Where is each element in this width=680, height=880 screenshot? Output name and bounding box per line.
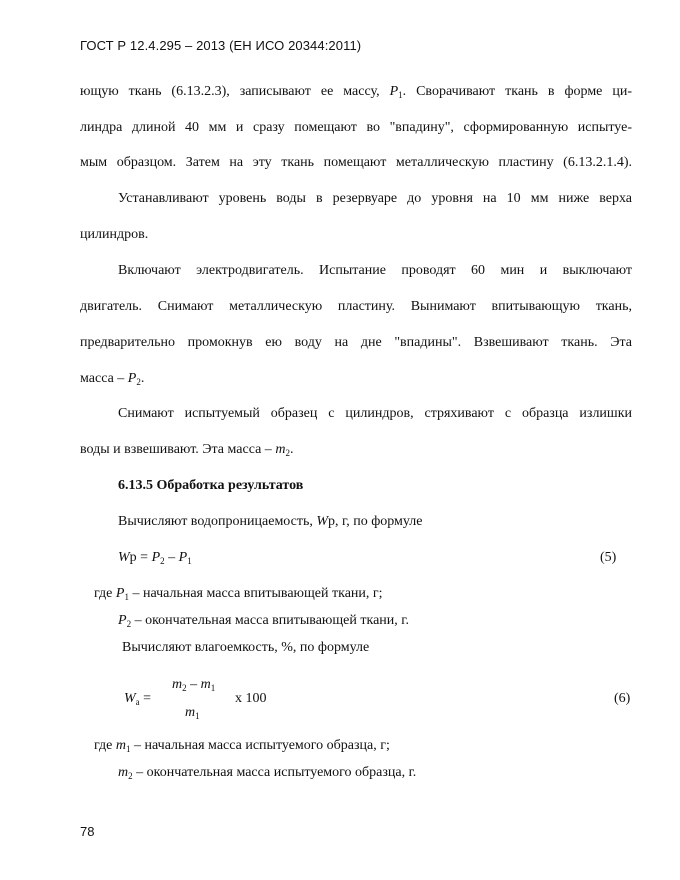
formula-6-lhs (124, 691, 151, 707)
variable: m (115, 738, 127, 753)
variable: P (127, 371, 137, 386)
text-run: р, г, по формуле (328, 514, 423, 529)
text-run: . Сворачивают ткань в форме ци- (402, 84, 633, 99)
subscript: 1 (126, 744, 131, 754)
subscript: 2 (126, 619, 132, 629)
variable: P (151, 550, 161, 565)
subscript: 1 (187, 556, 192, 566)
text-run: где (94, 738, 116, 753)
page-number: 78 (80, 824, 95, 839)
formula-intro (118, 514, 423, 530)
variable: m (118, 765, 129, 780)
text-run: воды и взвешивают. Эта масса – (80, 442, 276, 457)
text-run: масса – (80, 371, 128, 386)
subscript: 2 (285, 448, 290, 458)
paragraph-line: Устанавливают уровень воды в резервуаре до уровня на 10 мм ниже верха (118, 191, 632, 206)
subscript: 2 (160, 556, 165, 566)
multiplier: x 100 (235, 691, 267, 706)
paragraph-line (80, 84, 632, 100)
subscript: 1 (195, 711, 200, 721)
variable: P (389, 84, 399, 99)
document-header: ГОСТ Р 12.4.295 – 2013 (ЕН ИСО 20344:2011) (80, 38, 362, 53)
formula-number: (5) (600, 550, 617, 565)
variable: W (124, 691, 136, 706)
variable: P (178, 550, 188, 565)
text-run: – начальная масса испытуемого образца, г; (130, 738, 390, 753)
fraction-numerator (172, 677, 215, 693)
definition-line (118, 765, 416, 781)
paragraph-line: мым образцом. Затем на эту ткань помещают металлическую пластину (6.13.2.1.4). (80, 155, 632, 170)
variable: P (115, 586, 125, 601)
definition-line (94, 738, 390, 754)
text-run: . (289, 442, 294, 457)
paragraph-line: Включают электродвигатель. Испытание проводят 60 мин и выключают (118, 263, 632, 278)
text-run: Вычисляют водопроницаемость, (118, 514, 317, 529)
subscript: 1 (124, 592, 129, 602)
subscript: 2 (136, 377, 141, 387)
subscript: 1 (210, 683, 216, 693)
paragraph-line (80, 371, 144, 387)
text-run: где (94, 586, 116, 601)
definition-line (118, 613, 409, 629)
text-run: = (139, 691, 152, 706)
paragraph-line: линдра длиной 40 мм и сразу помещают во "впадину", сформированную испытуе- (80, 120, 632, 135)
variable: m (185, 705, 196, 720)
section-heading: 6.13.5 Обработка результатов (118, 478, 304, 493)
variable: m (275, 442, 286, 457)
subscript: 2 (182, 683, 187, 693)
paragraph-line (80, 442, 293, 458)
text-run: ющую ткань (6.13.2.3), записывают ее массу, (80, 84, 390, 99)
text-run: – (164, 550, 179, 565)
formula-intro: Вычисляют влагоемкость, %, по формуле (122, 640, 370, 655)
variable: W (118, 550, 130, 565)
subscript: a (135, 697, 140, 707)
variable: W (316, 514, 329, 529)
variable: m (200, 677, 211, 692)
definition-line (94, 586, 383, 602)
variable: m (172, 677, 183, 692)
paragraph-line: предварительно промокнув ею воду на дне "впадины". Взвешивают ткань. Эта (80, 335, 632, 350)
subscript: 2 (128, 771, 133, 781)
subscript: 1 (398, 90, 403, 100)
paragraph-line: двигатель. Снимают металлическую пластину. Вынимают впитывающую ткань, (80, 299, 632, 314)
text-run: . (140, 371, 145, 386)
text-run: – окончательная масса испытуемого образца, г. (132, 765, 417, 780)
text-run: – (186, 677, 201, 692)
text-run: – окончательная масса впитывающей ткани, г. (131, 613, 409, 628)
formula-5 (118, 550, 192, 566)
fraction-denominator (185, 705, 200, 721)
variable: P (118, 613, 127, 628)
paragraph-line: цилиндров. (80, 227, 149, 242)
text-run: – начальная масса впитывающей ткани, г; (128, 586, 383, 601)
formula-number: (6) (614, 691, 631, 706)
text-run: р = (129, 550, 152, 565)
paragraph-line: Снимают испытуемый образец с цилиндров, стряхивают с образца излишки (118, 406, 632, 421)
